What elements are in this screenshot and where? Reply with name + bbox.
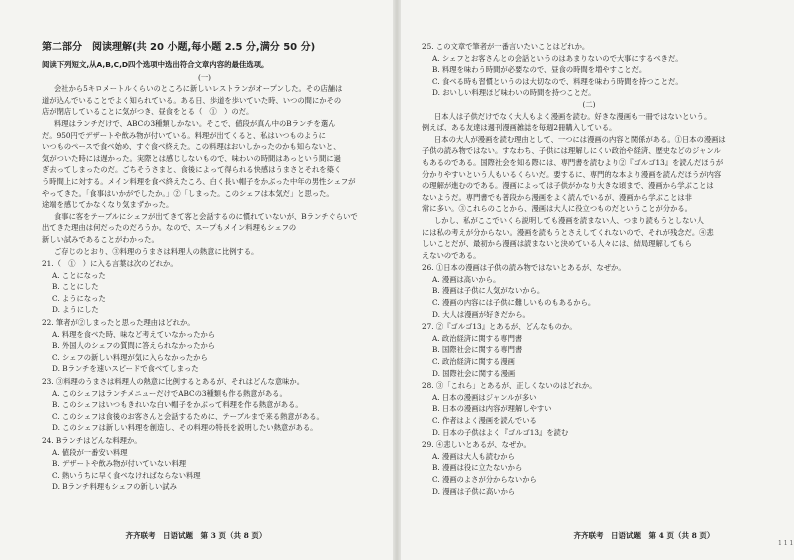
passage-line: 道が込んでいることでよく知られている。ある日、歩道を歩いていた時、いつの間にかその: [42, 95, 342, 105]
option-c: C. 漫画のよさが分からないから: [432, 474, 537, 484]
passage-line: う時間上に対する。メイン料理を食べ終えたころ、白く長い帽子をかぶった中年の男性シェフが: [42, 176, 356, 186]
passage-line: ぎ去ってしまったのだ。ごちそうさまと、食後によって得られる快感はうまさとそれを築く: [42, 165, 342, 175]
passage-label: (一): [198, 72, 211, 82]
passage-line: 日本の大人が漫画を読む理由として、一つには漫画の内容と関係がある。①日本の漫画は: [434, 134, 726, 144]
section-title: 第二部分 阅读理解(共 20 小题,每小题 2.5 分,满分 50 分): [42, 42, 316, 53]
question-stem: 22. 筆者が②しまったと思った理由はどれか。: [42, 318, 195, 328]
question-23: [42, 376, 367, 434]
option-a: A. このシェフはランチメニューだけでABCの3種類も作る熱意がある。: [52, 388, 287, 398]
option-b: B. 漫画は役に立たないから: [432, 463, 523, 473]
option-c: C. シェフの新しい料理が気に入らなかったから: [52, 352, 208, 362]
question-stem: 21.（ ① ）に入る言葉は次のどれか。: [42, 259, 178, 269]
passage-line: 食事に客をテーブルにシェフが出てきて客と会話するのに慣れていないが、Bランチぐらいで: [54, 211, 358, 221]
option-a: A. 料理を食べた時、味など考えていなかったから: [52, 329, 216, 339]
option-b: B. 漫画は子供に人気がないから。: [432, 286, 545, 296]
passage-label: (二): [582, 99, 596, 109]
option-a: A. 漫画は高いから。: [432, 274, 501, 284]
question-26: [422, 262, 756, 320]
option-b: B. 国際社会に関する専門書: [432, 345, 523, 355]
passage-line: もあるのである。国際社会を知る際には、専門書を読むより②『ゴルゴ13』を読んだほうが: [422, 157, 724, 167]
passage-line: 出てきた理由は何だったのだろうか。なので、スープもメイン料理もシェフの: [42, 223, 297, 233]
question-stem: 24. Bランチはどんな料理か。: [42, 436, 142, 445]
passage-line: ご存じのとおり、③料理のうまさは料理人の熱意に比例する。: [54, 246, 259, 256]
question-29: [422, 439, 756, 497]
passage-line: しいことだが、最初から漫画は読まないと決めている人々には、結局理解してもら: [422, 239, 692, 249]
option-d: D. 日本の子供はよく『ゴルゴ13』を読む: [432, 427, 569, 437]
option-a: A. 漫画は大人も読むから: [432, 451, 515, 461]
passage-line: 会社から5キロメートルくらいのところに新しいレストランがオープンした。その店舗は: [54, 84, 343, 94]
passage-line: 気がついた時には遅かった。実際とは感じしないもので、味わいの時間はあっという間に過: [42, 153, 341, 163]
option-b: B. 外国人のシェフの質問に答えられなかったから: [52, 341, 216, 351]
option-d: D. Bランチ料理もシェフの新しい試み: [52, 482, 177, 492]
passage-line: には私の考えが分からない。漫画を読もうとさえしてくれないので、それが残念だ。④悲: [422, 227, 714, 237]
question-22: [42, 317, 367, 375]
option-d: D. おいしい料理ほど味わいの時間を持つことだ。: [432, 88, 596, 98]
exam-page-4: [397, 0, 794, 560]
page-footer: 齐齐联考 日语试题 第 4 页（共 8 页）: [573, 531, 715, 540]
passage-line: ないようだ。専門書でも普段から漫画をよく読んでいるが、漫画から学ぶことは非: [422, 192, 692, 202]
page-footer: 齐齐联考 日语试题 第 3 页（共 8 页）: [125, 531, 267, 540]
option-d: D. Bランチを速いスピードで食べてしまった: [52, 364, 199, 374]
option-c: C. 漫画の内容には子供に難しいものもあるから。: [432, 298, 596, 308]
option-a: A. 日本の漫画はジャンルが多い: [432, 392, 537, 402]
option-c: C. 作者はよく漫画を読んでいる: [432, 416, 537, 425]
passage-line: しかし、私がここでいくら説明しても漫画を読まない人、つまり読もうとしない人: [434, 215, 704, 225]
question-stem: 29. ④悲しいとあるが、なぜか。: [422, 440, 531, 450]
option-b: B. このシェフはいつもきれいな白い帽子をかぶって料理を作る熱意がある。: [52, 400, 303, 410]
option-a: A. 政治経済に関する専門書: [432, 333, 523, 343]
passage-line: 新しい試みであることがわかった。: [42, 234, 159, 244]
passage-line: やってきた。「食事はいかがでしたか。」②「しまった。このシェフは本気だ」と思った。: [42, 188, 334, 198]
passage-line: の理解が進むのである。漫画によっては子供がかなり大きな頃まで、漫画から学ぶことは: [422, 181, 714, 191]
option-b: B. 料理を味わう時間が必要なので、昼食の時間を増やすことだ。: [432, 65, 647, 75]
question-25: [422, 41, 756, 99]
option-a: A. シェフとお客さんとの会話というのはあまりないので大事にするべきだ。: [432, 53, 683, 63]
option-c: C. このシェフは食後のお客さんと会話するために、テーブルまで来る熱意がある。: [52, 411, 324, 421]
question-stem: 26. ①日本の漫画は子供の読み物ではないとあるが、なぜか。: [422, 263, 626, 273]
option-a: A. 値段が一番安い料理: [52, 447, 128, 457]
option-d: D. 漫画は子供に高いから: [432, 486, 516, 496]
option-c: C. 食べる時も習慣というのは大切なので、料理を味わう時間を持つことだ。: [432, 76, 683, 86]
question-24: [42, 435, 367, 493]
question-stem: 25. この文章で筆者が一番言いたいことはどれか。: [422, 42, 590, 51]
question-stem: 23. ③料理のうまさは料理人の熱意に比例するとあるが、それはどんな意味か。: [42, 377, 305, 387]
option-d: D. 国際社会に関する漫画: [432, 368, 516, 378]
passage-line: 常に多い。③これらのことから、漫画は大人に役立つものだということが分かる。: [422, 204, 692, 214]
passage-line: 子供の読み物ではない。すなわち、子供には理解しにくい政治や経済、歴史などのジャンル: [422, 146, 721, 156]
passage-1: [42, 83, 367, 257]
passage-line: だ。950円でデザートや飲み物が付いている。料理が出てくると、私はいつものように: [42, 130, 326, 140]
option-c: C. ようになった: [52, 293, 106, 303]
option-a: A. ことになった: [52, 270, 106, 280]
option-b: B. ことにした: [52, 282, 99, 292]
passage-line: 例えば、ある友達は週刊漫画雑誌を毎週2冊購入している。: [422, 123, 617, 133]
question-27: [422, 321, 756, 379]
passage-line: えないのである。: [422, 250, 481, 260]
instruction: 阅读下列短文,从A,B,C,D四个选项中选出符合文章内容的最佳选项。: [42, 60, 269, 69]
passage-line: 店が閉店していることに気がつき、昼食をとる（ ① ）のだ。: [42, 107, 254, 117]
option-d: D. このシェフは新しい料理を創造し、その料理の特長を説明したい熱意がある。: [52, 423, 318, 433]
option-c: C. 政治経済に関する漫画: [432, 357, 515, 367]
question-28: [422, 380, 756, 438]
passage-2: [422, 111, 756, 262]
passage-line: 途端を感じてかなくなり気まずかった。: [42, 200, 174, 210]
option-d: D. 大人は漫画が好きだから。: [432, 309, 530, 319]
option-c: C. 熱いうちに早く食べなければならない料理: [52, 470, 201, 480]
page4-column: [422, 40, 756, 497]
option-b: B. 日本の漫画は内容が理解しやすい: [432, 404, 552, 414]
corner-mark: 1 1 1: [778, 540, 794, 547]
question-21: [42, 258, 367, 316]
passage-line: いつものペースで食べ始め、すぐ食べ終えた。この料理はおいしかったのかも知らないと、: [42, 142, 341, 152]
passage-line: 料理はランチだけで、ABCの3種類しかない。そこで、値段が真ん中のBランチを選ん: [54, 118, 336, 128]
question-stem: 27. ②『ゴルゴ13』とあるが、どんなものか。: [422, 322, 577, 332]
passage-line: 分かりやすいという人もいるくらいだ。要するに、専門的な本より漫画を読んだほうが内容: [422, 169, 722, 179]
page3-column: [42, 40, 367, 493]
question-stem: 28. ③「これら」とあるが、正しくないのはどれか。: [422, 381, 597, 391]
option-b: B. デザートや飲み物が付いていない料理: [52, 459, 187, 469]
passage-line: 日本人は子供だけでなく大人もよく漫画を読む。好きな漫画も一冊ではないという。: [434, 111, 712, 121]
option-d: D. ようにした: [52, 305, 99, 315]
